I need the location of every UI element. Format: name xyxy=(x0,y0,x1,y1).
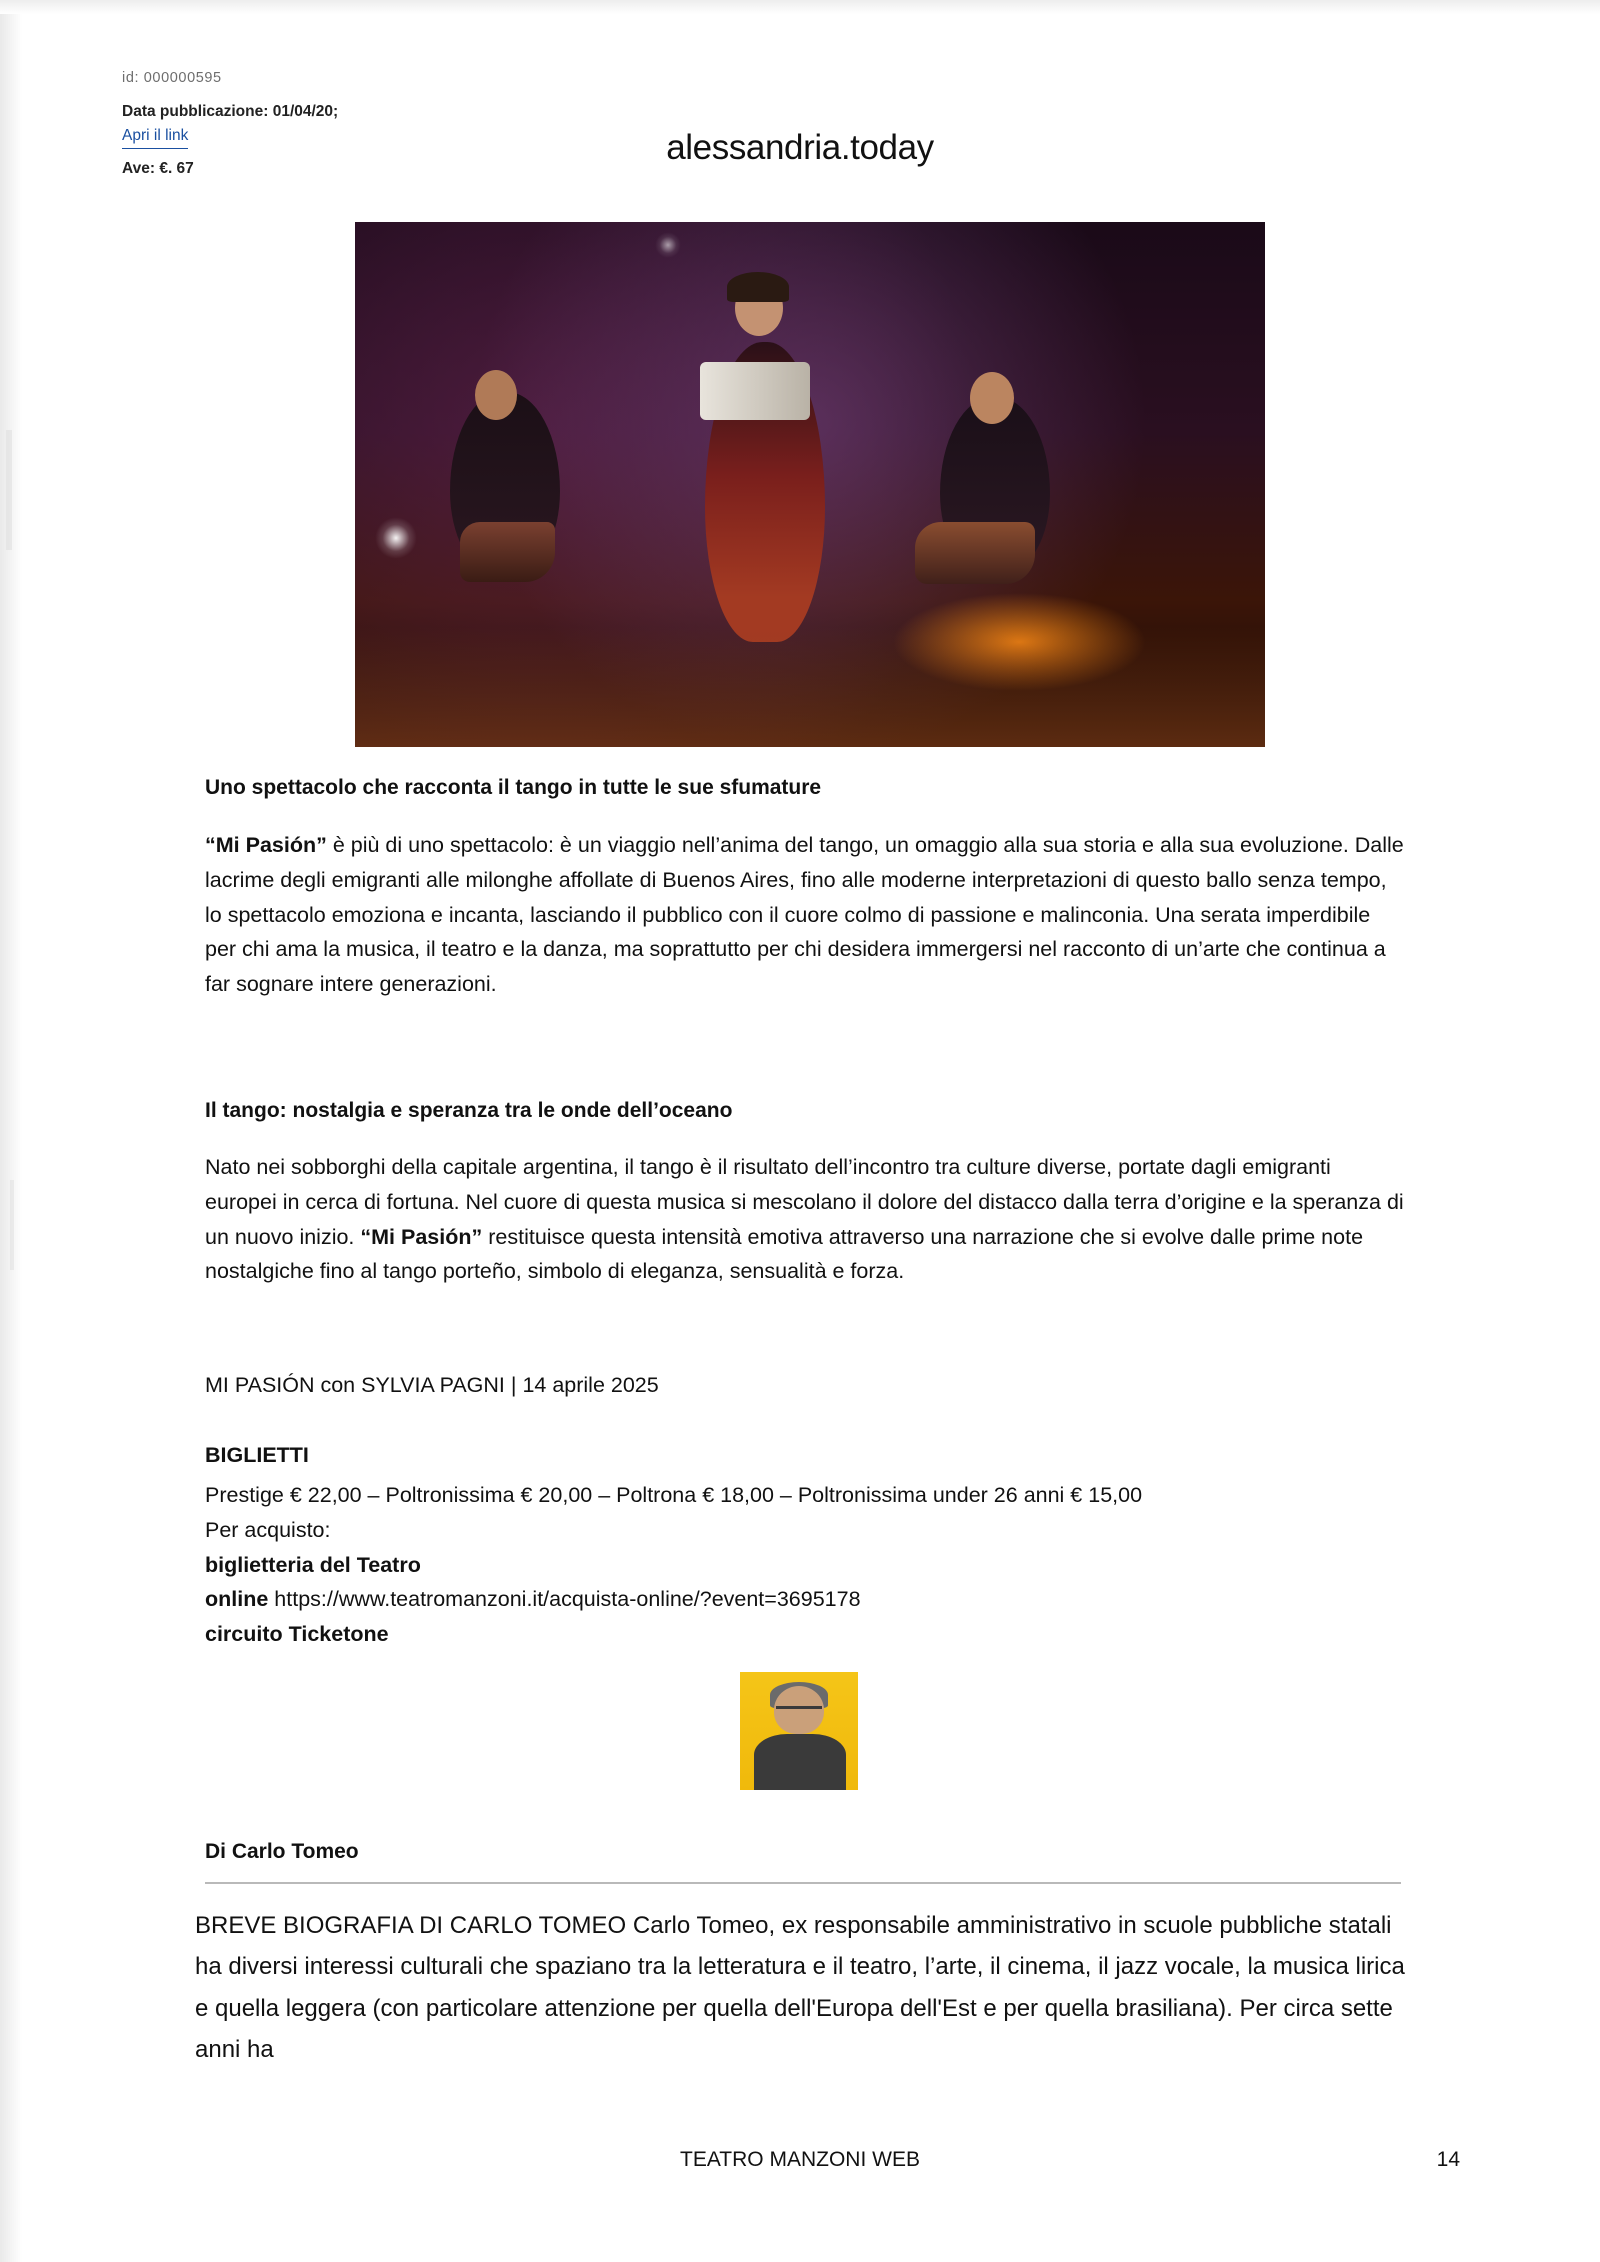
photo-figure-left-legs xyxy=(460,522,555,582)
article-paragraph-2-bold: “Mi Pasión” xyxy=(360,1224,483,1249)
open-link[interactable]: Apri il link xyxy=(122,124,188,149)
show-credit-line: MI PASIÓN con SYLVIA PAGNI | 14 aprile 2025 xyxy=(205,1373,659,1397)
author-biography: BREVE BIOGRAFIA DI CARLO TOMEO Carlo Tomeo, ex responsabile amministrativo in scuole pubbliche statali ha diversi interessi culturali che spaziano tra la letteratura e il teatro, l’arte, il cinema, il jazz vocale, la musica lirica e quella leggera (con particolare attenzione per quella dell'Europa dell'Est e per quella brasiliana). Per circa sette anni ha xyxy=(195,1912,1405,2063)
publication-date: Data pubblicazione: 01/04/20; xyxy=(122,103,339,120)
author-avatar xyxy=(740,1672,858,1790)
avatar-body xyxy=(754,1734,846,1790)
tickets-prices: Prestige € 22,00 – Poltronissima € 20,00 – Poltrona € 18,00 – Poltronissima under 26 anni € 15,00 xyxy=(205,1483,1143,1507)
section-divider xyxy=(205,1882,1401,1884)
photo-figure-left-head xyxy=(475,370,517,420)
article-paragraph-2 xyxy=(205,1150,1405,1289)
accordion xyxy=(700,362,810,420)
tickets-online-url[interactable]: https://www.teatromanzoni.it/acquista-online/?event=3695178 xyxy=(274,1587,861,1612)
photo-figure-center-hair xyxy=(727,272,789,302)
tickets-details xyxy=(205,1478,1405,1652)
scan-edge-top xyxy=(0,0,1600,14)
article-paragraph-1-rest: è più di uno spettacolo: è un viaggio nell’anima del tango, un omaggio alla sua storia e alla sua evoluzione. Dalle lacrime degli emigranti alle milonghe affollate di Buenos Aires, fino alle moderne interpretazioni di questo ballo senza tempo, lo spettacolo emoziona e incanta, lasciando il pubblico con il cuore colmo di passione e malinconia. Una serata imperdibile per chi ama la musica, il teatro e la danza, ma soprattutto per chi desidera immergersi nel racconto di un’arte che continua a far sognare intere generazioni. xyxy=(205,833,1404,997)
article-paragraph-1 xyxy=(205,828,1405,1002)
ave-value: Ave: €. 67 xyxy=(122,160,194,178)
author-name: Di Carlo Tomeo xyxy=(205,1840,359,1863)
article-heading-2: Il tango: nostalgia e speranza tra le onde dell’oceano xyxy=(205,1099,733,1122)
tickets-online-label: online xyxy=(205,1587,269,1612)
photo-figure-right-head xyxy=(970,372,1014,424)
photo-floor-glow xyxy=(355,627,1265,747)
document-id: id: 000000595 xyxy=(122,70,222,86)
tickets-box-office: biglietteria del Teatro xyxy=(205,1552,421,1577)
footer-source: TEATRO MANZONI WEB xyxy=(680,2148,920,2171)
tickets-purchase-label: Per acquisto: xyxy=(205,1517,331,1542)
scan-speck xyxy=(6,430,12,550)
tickets-circuit: circuito Ticketone xyxy=(205,1622,389,1647)
tickets-online-row xyxy=(205,1582,1405,1617)
page-number: 14 xyxy=(1436,2148,1460,2171)
article-paragraph-1-lead: “Mi Pasión” xyxy=(205,833,327,857)
scan-speck xyxy=(10,1180,14,1270)
photo-figure-right-legs xyxy=(915,522,1035,584)
glasses-icon xyxy=(776,1706,822,1718)
article-caption: Uno spettacolo che racconta il tango in tutte le sue sfumature xyxy=(205,776,822,799)
stage-photo xyxy=(355,222,1265,747)
article-paragraph-2-part-1: Nato nei sobborghi della capitale argentina, il tango è il risultato dell’incontro tra culture diverse, portate dagli emigranti europei in cerca di fortuna. Nel cuore di questa musica si mescolano il dolore del distacco dalla terra d’origine e la speranza di un nuovo inizio. xyxy=(205,1155,1404,1249)
tickets-heading: BIGLIETTI xyxy=(205,1443,309,1467)
scan-edge-left xyxy=(0,0,22,2262)
article-paragraph-2-part-2: restituisce questa intensità emotiva attraverso una narrazione che si evolve dalle prime note nostalgiche fino al tango porteño, simbolo di eleganza, sensualità e forza. xyxy=(205,1224,1364,1284)
site-brand: alessandria.today xyxy=(666,128,934,167)
photo-light-top xyxy=(655,232,681,258)
photo-light-left xyxy=(375,517,417,559)
